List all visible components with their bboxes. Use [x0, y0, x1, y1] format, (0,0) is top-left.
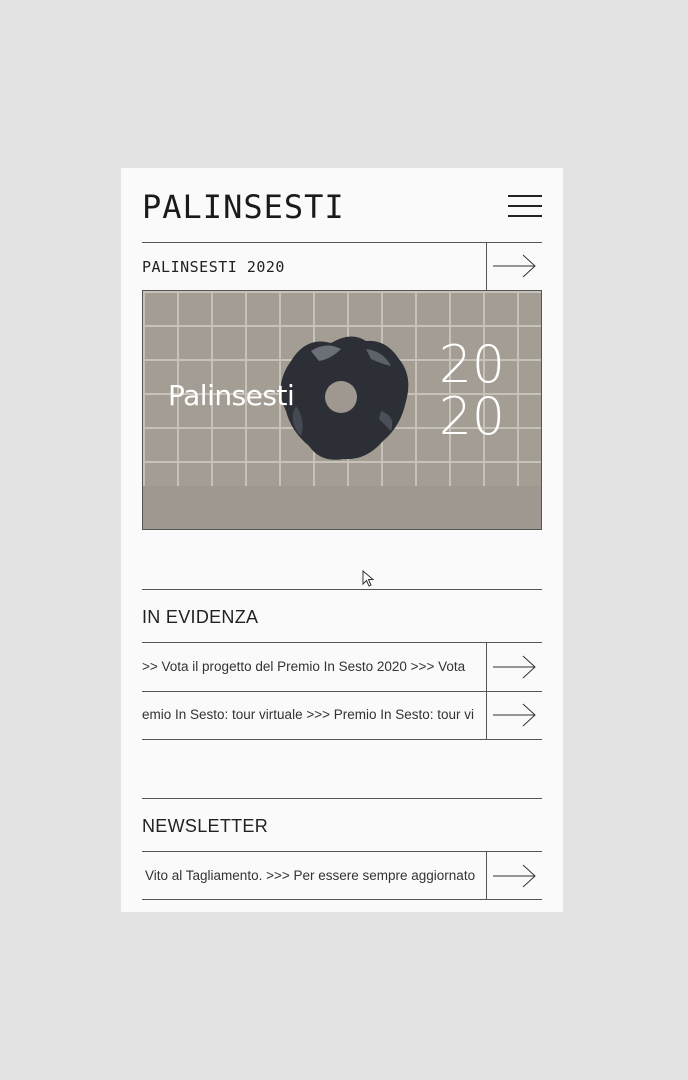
newsletter-arrow-button[interactable]: [486, 852, 542, 900]
highlight-arrow-button-1[interactable]: [486, 643, 542, 691]
hamburger-icon: [508, 195, 542, 197]
divider: [142, 798, 542, 799]
arrow-right-icon: [493, 864, 537, 888]
divider: [142, 589, 542, 590]
ticker-text: emio In Sesto: tour virtuale >>> Premio In Sesto: tour vi: [142, 707, 475, 722]
hamburger-menu-button[interactable]: [508, 195, 542, 217]
hero-title: Palinsesti: [168, 379, 295, 412]
feature-arrow-button[interactable]: [486, 242, 542, 290]
mouse-pointer-icon: [362, 570, 374, 587]
arrow-right-icon: [493, 655, 537, 679]
highlight-arrow-button-2[interactable]: [486, 691, 542, 739]
divider: [142, 899, 542, 900]
feature-label[interactable]: PALINSESTI 2020: [142, 258, 285, 276]
hamburger-icon-line: [508, 215, 542, 217]
highlight-ticker-1[interactable]: [142, 643, 487, 691]
mobile-page: [121, 168, 563, 912]
arrow-right-icon: [493, 703, 537, 727]
hero-year: [438, 335, 505, 447]
newsletter-ticker[interactable]: [142, 852, 487, 900]
ticker-text: >> Vota il progetto del Premio In Sesto 2020 >>> Vota: [142, 659, 466, 674]
divider: [142, 739, 542, 740]
arrow-right-icon: [493, 254, 537, 278]
site-header: [142, 168, 542, 242]
hero-year-top: 20: [438, 335, 505, 395]
feature-image[interactable]: [142, 290, 542, 530]
hero-year-bottom: 20: [438, 387, 505, 447]
divider: [142, 242, 542, 243]
ticker-text: Vito al Tagliamento. >>> Per essere sempre aggiornato: [145, 868, 476, 883]
highlights-title: IN EVIDENZA: [142, 607, 259, 627]
hamburger-icon-line: [508, 205, 542, 207]
site-logo[interactable]: PALINSESTI: [142, 188, 345, 226]
newsletter-title: NEWSLETTER: [142, 816, 269, 836]
highlight-ticker-2[interactable]: [142, 691, 487, 739]
